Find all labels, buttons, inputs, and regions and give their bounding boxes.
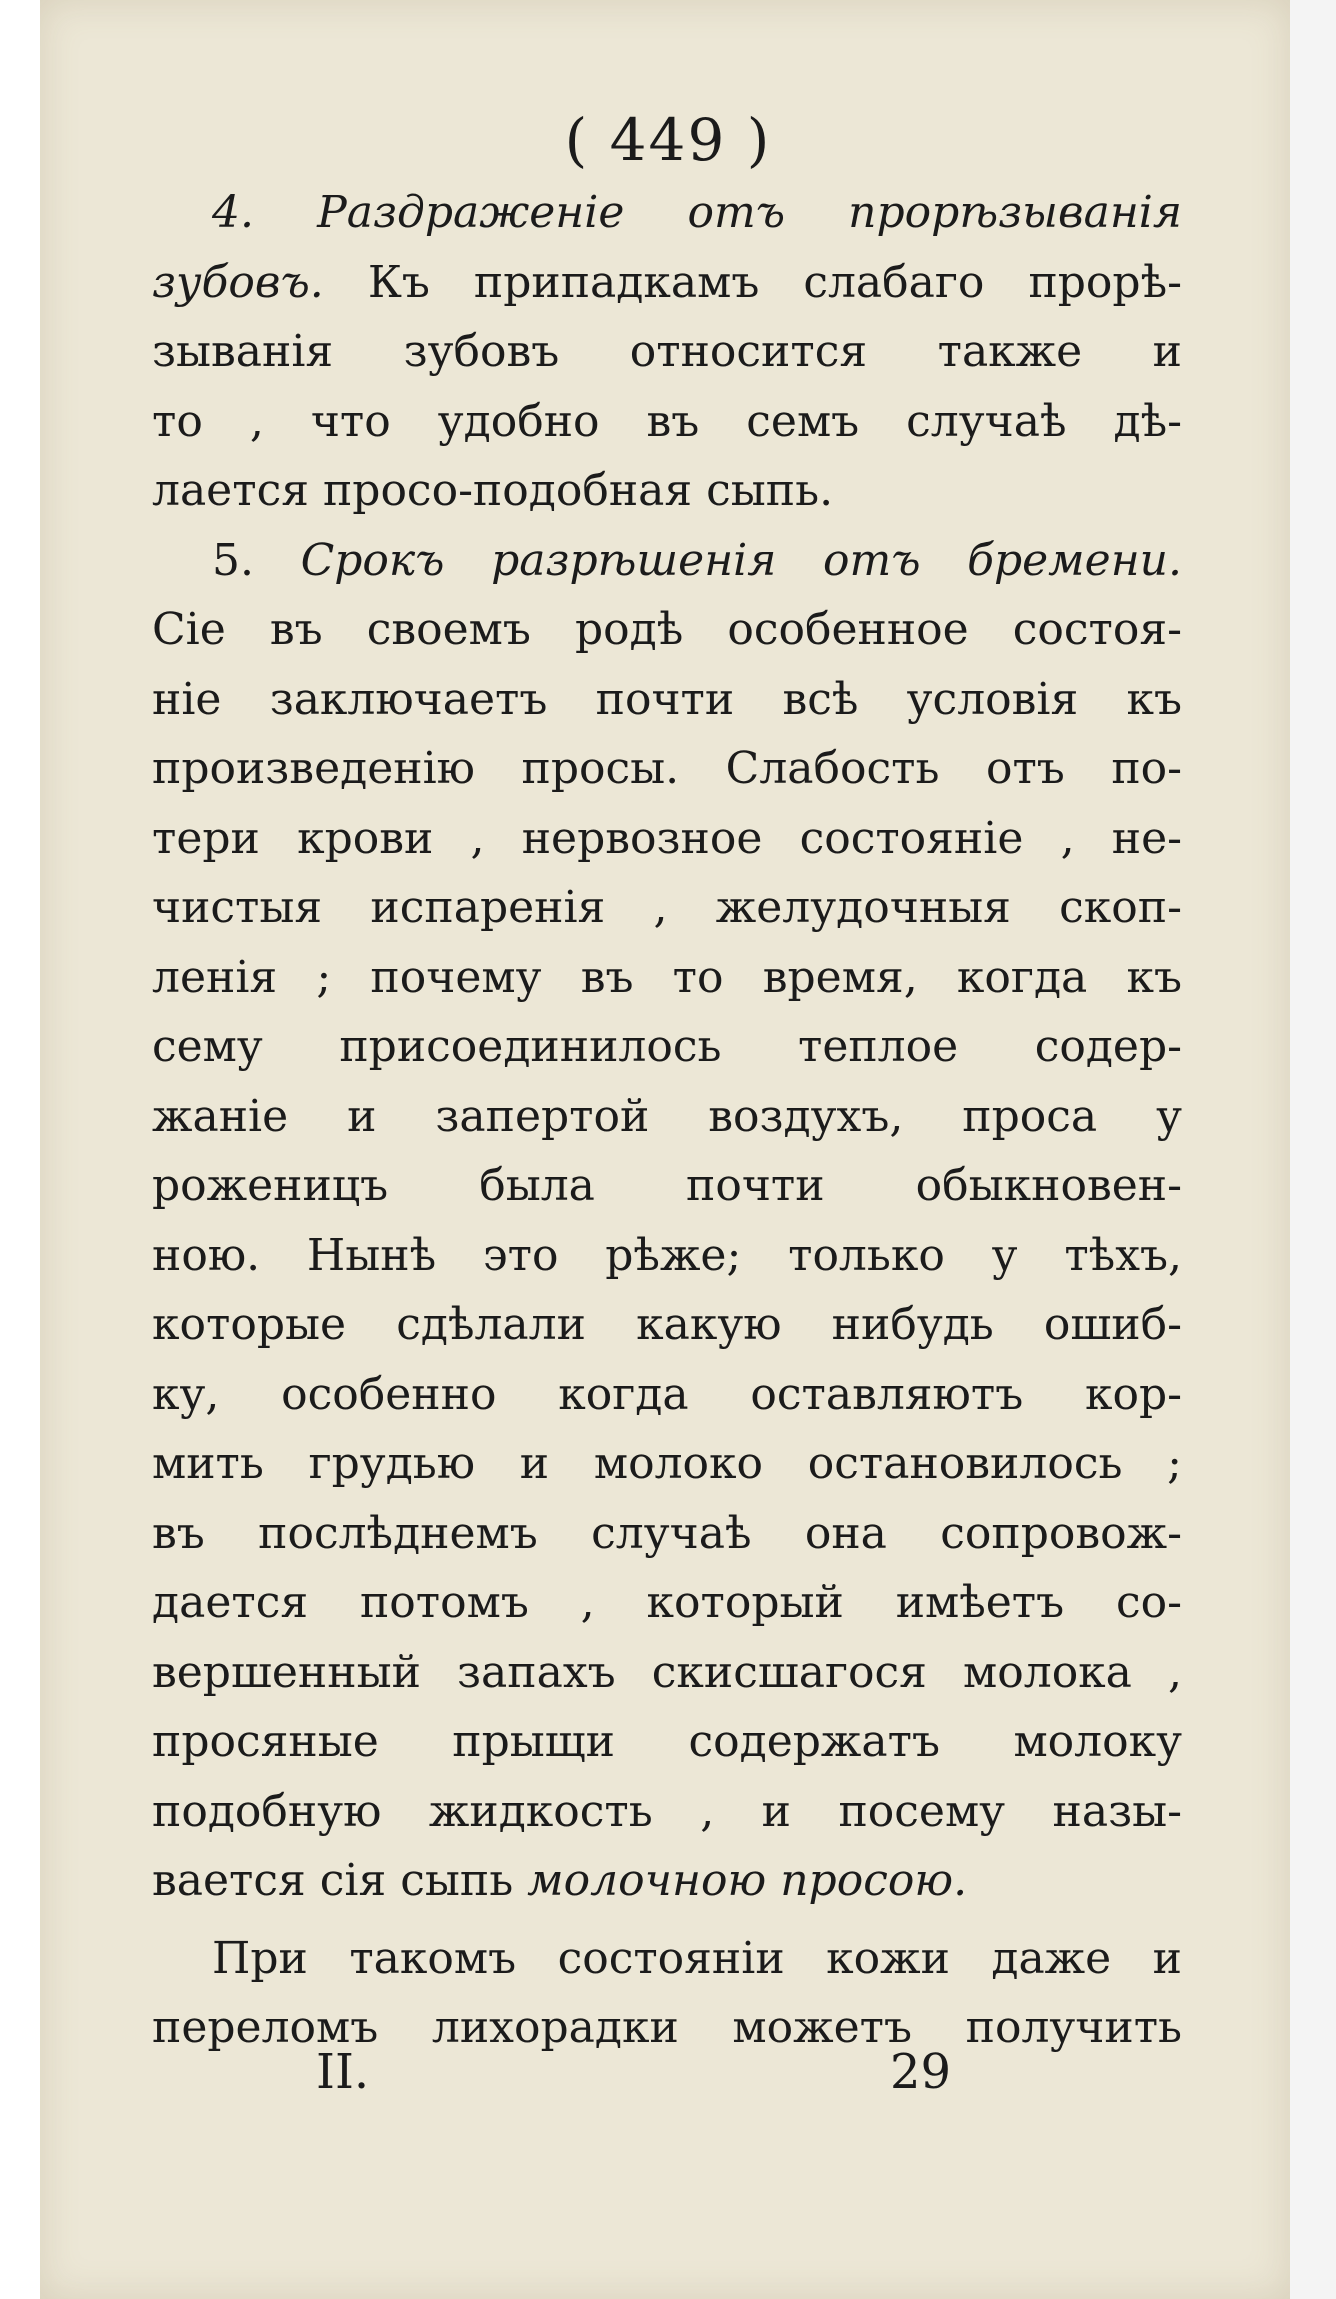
text-line: ніе заключаетъ почти всѣ условія къ [152, 673, 1182, 725]
text-line: подобную жидкость , и посему назы- [152, 1785, 1182, 1837]
text-line: просяные прыщи содержатъ молоку [152, 1716, 1182, 1767]
text-line: ку, особенно когда оставляютъ кор- [152, 1368, 1182, 1420]
text-line: При такомъ состояніи кожи даже и [212, 1932, 1182, 1984]
text-line: 4. Раздраженіе отъ прорѣзыванія [212, 187, 1182, 238]
text-line: ленія ; почему въ то время, когда къ [152, 951, 1182, 1003]
text-line: Сіе въ своемъ родѣ особенное состоя- [152, 604, 1182, 655]
page-number: ( 449 ) [564, 106, 772, 174]
text-line: 5. Срокъ разрѣшенія отъ бремени. [212, 534, 1182, 586]
text-line: ною. Нынѣ это рѣже; только у тѣхъ, [152, 1229, 1182, 1281]
text-line: вается сія сыпь молочною просою. [152, 1855, 968, 1906]
text-line: сему присоединилось теплое содер- [152, 1021, 1182, 1072]
text-line: лается просо-подобная сыпь. [152, 465, 834, 516]
text-line: мить грудью и молоко остановилось ; [152, 1438, 1182, 1489]
text-line: жаніе и запертой воздухъ, проса у [152, 1090, 1182, 1142]
text-line: въ послѣднемъ случаѣ она сопровож- [152, 1507, 1182, 1559]
text-line: дается потомъ , который имѣетъ со- [152, 1577, 1182, 1628]
signature-mark: II. [316, 2044, 370, 2100]
scan-margin [1290, 0, 1336, 2299]
text-line: зыванія зубовъ относится также и [152, 326, 1182, 377]
text-line: зубовъ. Къ припадкамъ слабаго прорѣ- [152, 256, 1182, 308]
text-line: роженицъ была почти обыкновен- [152, 1160, 1182, 1211]
text-line: чистыя испаренія , желудочныя скоп- [152, 882, 1182, 933]
text-line: произведенію просы. Слабость отъ по- [152, 743, 1182, 794]
text-line: которые сдѣлали какую нибудь ошиб- [152, 1299, 1182, 1350]
text-line: переломъ лихорадки можетъ получить [152, 2002, 1182, 2053]
body-text [152, 178, 1182, 2063]
text-line: то , что удобно въ семъ случаѣ дѣ- [152, 395, 1182, 447]
gathering-number: 29 [890, 2044, 952, 2100]
text-line: тери крови , нервозное состояніе , не- [152, 812, 1182, 864]
text-line: вершенный запахъ скисшагося молока , [152, 1646, 1182, 1698]
